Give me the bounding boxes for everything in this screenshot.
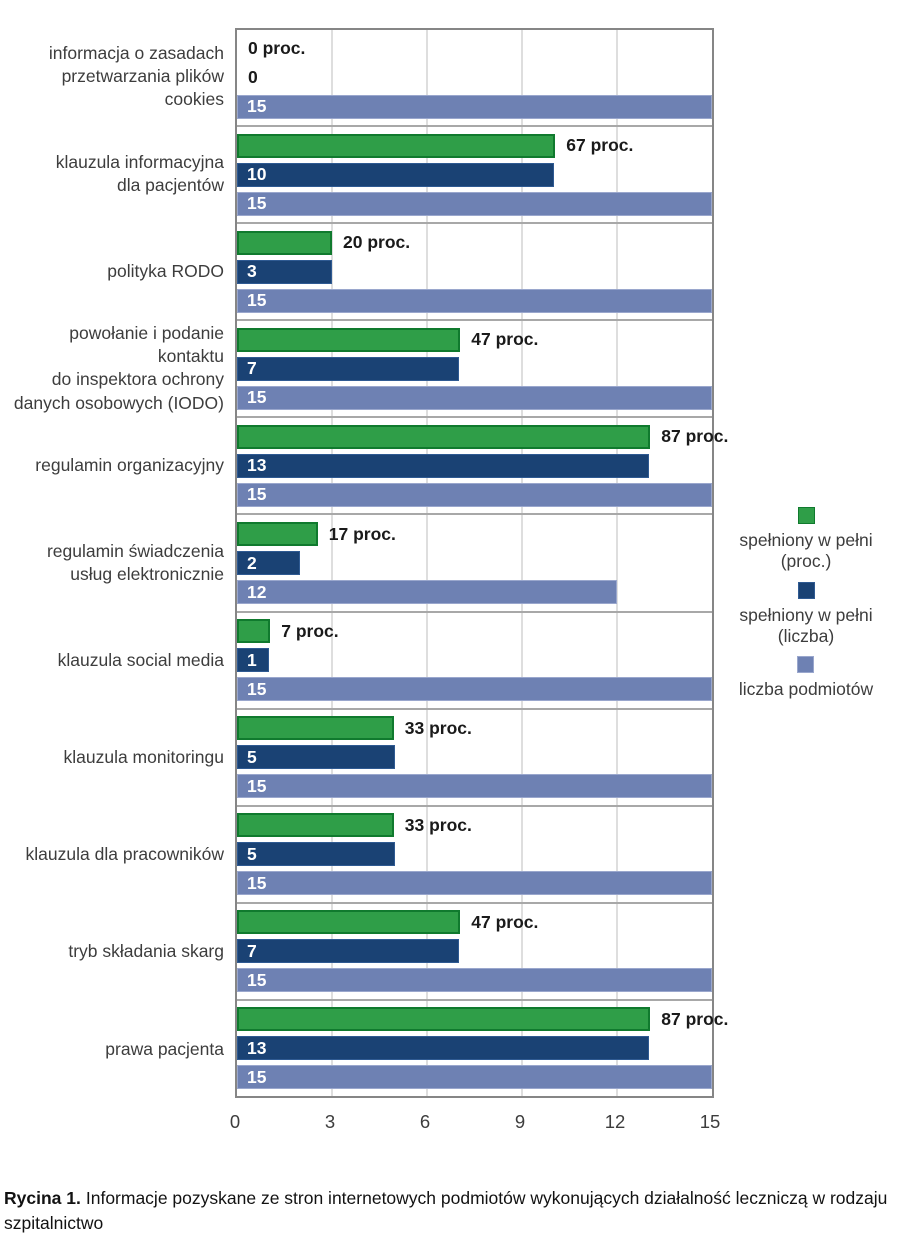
count-bar-row [237,357,712,381]
count-bar [237,260,332,284]
count-bar [237,357,459,381]
proc-bar-row [237,619,712,643]
bar-group [237,418,729,515]
count-bar-value-label: 7 [247,940,257,961]
category-label: klauzula informacyjna dla pacjentów [55,151,224,195]
legend-label: spełniony w pełni (proc.) [739,530,873,572]
count-bar [237,648,269,672]
count-bar-row [237,842,712,866]
proc-bar [237,134,555,158]
legend-item-navy [739,582,872,648]
category-label: tryb składania skarg [68,941,224,962]
count-bar [237,1036,649,1060]
count-bar-row [237,454,712,478]
count-bar [237,745,395,769]
count-bar [237,842,395,866]
total-bar-row [237,95,712,119]
proc-bar-row [237,910,712,934]
bar-groups [237,30,729,1096]
category-label: informacja o zasadach przetwarzania plików cookies [48,42,224,110]
proc-bar [237,425,650,449]
x-tick-label: 0 [229,1111,241,1132]
caption-text: Informacje pozyskane ze stron internetowych podmiotów wykonujących działalność leczniczą w rodzaju szpitalnictwo [4,1188,888,1234]
total-bar-row [237,677,712,701]
count-bar-row [237,260,712,284]
total-bar-value-label: 12 [247,581,267,602]
count-bar-value-label: 2 [247,552,257,573]
total-bar [237,192,712,216]
total-bar [237,968,712,992]
proc-value-label: 67 proc. [566,135,634,156]
count-bar [237,551,300,575]
proc-bar [237,716,394,740]
proc-bar [237,522,318,546]
proc-bar-row [237,231,712,255]
proc-bar [237,813,394,837]
bar-group [237,904,712,1001]
proc-bar-row [237,522,712,546]
proc-bar [237,231,332,255]
count-bar-row [237,648,712,672]
total-bar [237,289,712,313]
count-bar-row [237,745,712,769]
legend-item-green [739,507,872,573]
bar-group [237,30,712,127]
count-bar-value-label: 1 [247,649,257,670]
count-bar-value-label: 3 [247,261,257,282]
proc-bar-row [237,1007,729,1031]
plot-area [235,28,729,1098]
green-swatch-icon [798,507,815,524]
bar-group [237,807,712,904]
count-bar-row [237,939,712,963]
total-bar-row [237,580,712,604]
total-bar-row [237,483,712,507]
x-tick-label: 9 [514,1111,526,1132]
count-bar-value-label: 5 [247,843,257,864]
proc-value-label: 87 proc. [661,426,729,447]
total-bar-row [237,289,712,313]
count-bar [237,454,649,478]
bar-group [237,710,712,807]
bar-group [237,321,712,418]
caption-prefix: Rycina 1. [4,1188,81,1208]
x-tick-label: 6 [419,1111,431,1132]
total-bar-value-label: 15 [247,96,267,117]
proc-bar-row [237,813,712,837]
legend-item-steel [739,656,873,700]
legend-label: spełniony w pełni (liczba) [739,604,873,647]
total-bar [237,483,712,507]
category-labels [0,28,224,1098]
proc-value-label: 47 proc. [471,329,539,350]
count-bar-row [237,1036,712,1060]
proc-bar [237,910,460,934]
total-bar [237,386,712,410]
proc-bar-row [237,425,729,449]
total-bar-row [237,386,712,410]
figure-caption [4,1186,896,1237]
count-bar-value-label: 0 [248,67,258,88]
bar-group [237,515,712,612]
proc-value-label: 47 proc. [471,911,539,932]
proc-value-label: 20 proc. [343,232,411,253]
count-bar-value-label: 7 [247,358,257,379]
bar-group [237,1001,729,1096]
proc-bar-row [237,328,712,352]
total-bar-value-label: 15 [247,872,267,893]
count-bar [237,939,459,963]
total-bar-row [237,1065,712,1089]
category-label: klauzula social media [57,649,224,670]
total-bar-value-label: 15 [247,484,267,505]
total-bar-value-label: 15 [247,678,267,699]
category-label: regulamin organizacyjny [35,455,224,476]
navy-swatch-icon [798,582,815,599]
total-bar-value-label: 15 [247,969,267,990]
bar-group [237,127,712,224]
total-bar-row [237,871,712,895]
count-bar [237,163,554,187]
total-bar-value-label: 15 [247,193,267,214]
total-bar [237,871,712,895]
total-bar-value-label: 15 [247,290,267,311]
proc-value-label: 0 proc. [248,38,306,59]
total-bar-row [237,774,712,798]
legend-label: liczba podmiotów [738,679,874,700]
steel-swatch-icon [797,656,814,673]
proc-value-label: 7 proc. [281,620,339,641]
total-bar-row [237,968,712,992]
legend [716,507,896,701]
proc-value-label: 87 proc. [661,1008,729,1029]
category-label: klauzula dla pracowników [25,844,224,865]
total-bar-row [237,192,712,216]
total-bar [237,774,712,798]
total-bar [237,95,712,119]
bar-group [237,613,712,710]
count-bar-row [237,163,712,187]
total-bar [237,1065,712,1089]
count-bar-row [237,551,712,575]
count-bar-row [237,66,712,90]
total-bar-value-label: 15 [247,1066,267,1087]
total-bar [237,677,712,701]
count-bar-value-label: 13 [247,1037,267,1058]
proc-value-label: 33 proc. [404,717,472,738]
total-bar-value-label: 15 [247,775,267,796]
x-tick-label: 15 [699,1111,721,1132]
category-label: klauzula monitoringu [63,746,224,767]
bar-group [237,224,712,321]
category-label: prawa pacjenta [105,1038,224,1059]
x-tick-label: 12 [604,1111,626,1132]
proc-bar-row [237,37,712,61]
category-label: powołanie i podanie kontaktu do inspektora ochrony danych osobowych (IODO) [13,323,224,413]
proc-bar-row [237,134,712,158]
count-bar-value-label: 13 [247,455,267,476]
x-tick-label: 3 [324,1111,336,1132]
category-label: regulamin świadczenia usług elektronicznie [46,540,224,584]
proc-value-label: 33 proc. [404,814,472,835]
count-bar-value-label: 10 [247,164,267,185]
total-bar-value-label: 15 [247,387,267,408]
proc-bar [237,1007,650,1031]
category-label: polityka RODO [107,260,224,281]
proc-bar [237,328,460,352]
proc-value-label: 17 proc. [328,523,396,544]
proc-bar [237,619,270,643]
count-bar-value-label: 5 [247,746,257,767]
total-bar [237,580,617,604]
proc-bar-row [237,716,712,740]
x-axis [229,1111,721,1137]
